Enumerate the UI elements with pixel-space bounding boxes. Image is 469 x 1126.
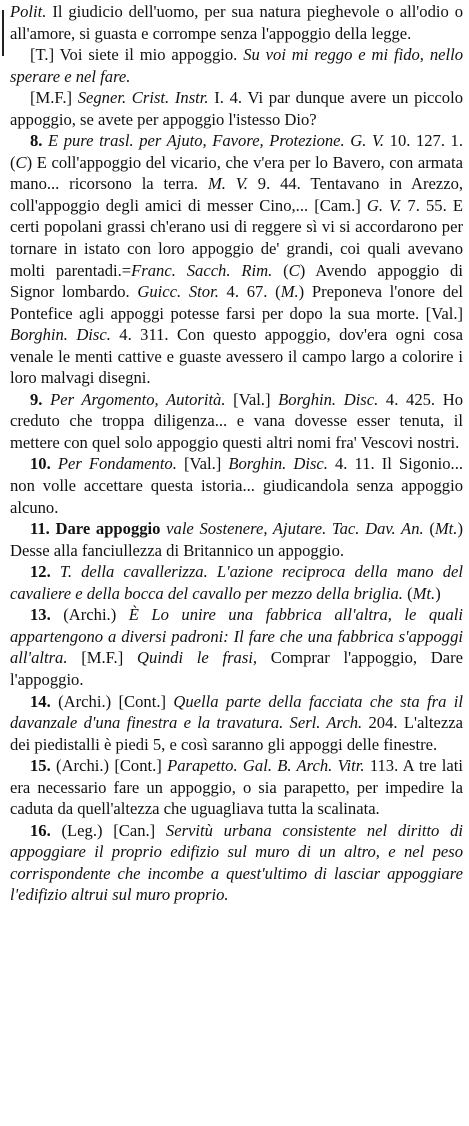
italic-text: Borghin. Disc. — [228, 454, 328, 474]
italic-text: Mt. — [434, 519, 458, 539]
sense-number: 14. — [30, 691, 51, 711]
italic-text: È Lo unire una fabbrica all'altra, le quali appartengono a diversi padroni: Il fare che una fabbrica s'appoggi all'altra. — [10, 605, 463, 668]
italic-text: Quindi le frasi, — [136, 648, 258, 668]
italic-text: E pure trasl. per Ajuto, Favore, Protezione. G. V. — [48, 131, 385, 151]
entry-paragraph — [10, 1, 463, 44]
sense-number: 15. — [30, 756, 51, 776]
text-run: ) Preponeva l'onore del Pontefice agli appoggi potesse farsi per dopo la sua morte. [Val.] — [10, 282, 463, 323]
text-run: (Archi.) [Cont.] — [50, 756, 168, 776]
text-run: [Val.] — [225, 389, 279, 409]
text-run: 7. 55. E certi popolani grassi ch'erano usi di reggere sì vi si accordarono per tornare in istato con loro appoggio de' grandi, coi quali avevano molti parentadi.= — [10, 195, 463, 280]
entry-paragraph — [10, 389, 463, 454]
text-run: (Archi.) [Cont.] — [50, 691, 174, 711]
text-run: [M.F.] — [67, 648, 137, 668]
text-run: 9. 44. Tentavano in Arezzo, coll'appoggio degli amici di messer Cino,... [Cam.] — [10, 174, 464, 215]
text-run: (Leg.) [Can.] — [50, 820, 166, 840]
text-run: ( — [272, 260, 289, 280]
sense-number: 13. — [30, 605, 51, 625]
text-run — [51, 454, 58, 473]
italic-text: Per Argomento, Autorità. — [50, 389, 226, 409]
italic-text: C — [288, 260, 300, 280]
italic-text: Servitù urbana consistente nel diritto di appoggiare il proprio edifizio sul muro di un altro, e nel peso corrispondente che incombe a quest'ultimo di lasciar appoggiare l'edifizio altrui sul muro proprio. — [10, 820, 464, 905]
italic-text: vale Sostenere, Ajutare. Tac. Dav. An. — [166, 519, 424, 539]
text-run: ( — [423, 519, 435, 539]
entry-text — [10, 1, 463, 906]
text-run: ) Avendo appoggio di Signor lombardo. — [10, 260, 463, 302]
italic-text: Borghin. Disc. — [10, 325, 111, 345]
sense-number: 12. — [30, 562, 51, 582]
text-run: 10. 127. 1. ( — [10, 131, 464, 172]
text-run: 4. 67. ( — [218, 282, 281, 302]
entry-paragraph — [10, 453, 463, 518]
text-run: (Archi.) — [50, 605, 129, 625]
entry-paragraph — [10, 755, 463, 820]
text-run: [Val.] — [176, 454, 229, 474]
text-run — [51, 562, 60, 581]
sense-number: 11. Dare appoggio — [30, 519, 161, 539]
italic-text: Parapetto. Gal. B. Arch. Vitr. — [167, 756, 365, 776]
italic-text: Per Fondamento. — [57, 454, 177, 474]
italic-text: M. V. — [207, 174, 248, 194]
entry-paragraph — [10, 87, 463, 130]
text-run: ) E coll'appoggio del vicario, che v'era per lo Bavero, con armata mano... ricorsono la terra. — [10, 152, 463, 194]
text-run: 204. L'altezza dei piedistalli è piedi 5, e così saranno gli appoggi delle finestre. — [10, 713, 463, 754]
italic-text: Guicc. Stor. — [137, 282, 219, 302]
text-run: I. 4. Vi par dunque avere un piccolo appoggio, se avete per appoggio l'istesso Dio? — [10, 88, 463, 129]
italic-text: Mt. — [412, 583, 436, 603]
entry-paragraph — [10, 604, 463, 690]
italic-text: G. V. — [366, 195, 402, 215]
entry-paragraph — [10, 561, 463, 604]
sense-number: 10. — [30, 454, 51, 474]
italic-text: C — [15, 152, 27, 172]
sense-number: 16. — [30, 820, 51, 840]
margin-rule — [2, 10, 4, 56]
italic-text: Franc. Sacch. Rim. — [131, 260, 273, 280]
text-run: 4. 311. Con questo appoggio, dov'era ogni cosa venale le menti cattive e guaste avessero il campo largo a colorire i loro malvagi disegni. — [10, 325, 464, 388]
italic-text: T. della cavallerizza. L'azione reciproca della mano del cavaliere e della bocca del cavallo per mezzo della briglia. — [10, 562, 463, 603]
italic-text: Polit. — [10, 2, 47, 21]
text-run: Il giudicio dell'uomo, per sua natura pieghevole o all'odio o all'amore, si guasta e corrompe senza l'appoggio della legge. — [10, 2, 463, 43]
text-run: [M.F.] — [30, 88, 78, 108]
entry-paragraph — [10, 820, 463, 906]
italic-text: Borghin. Disc. — [278, 389, 379, 409]
sense-number: 9. — [30, 389, 43, 409]
text-run: 4. 11. Il Sigonio... non volle accettare questa istoria... giudicandola senza appoggio alcuno. — [10, 454, 463, 517]
text-run: 113. A tre lati era necessario fare un appoggio, o sia parapetto, per impedire la caduta da quell'altezza che uguagliava tutta la scalinata. — [10, 756, 463, 819]
text-run: ) Desse alla fanciullezza di Britannico un appoggio. — [10, 519, 463, 560]
italic-text: Su voi mi reggo e mi fido, nello sperare e nel fare. — [10, 45, 464, 86]
italic-text: M. — [280, 282, 299, 302]
entry-paragraph — [10, 518, 463, 561]
text-run: 4. 425. Ho creduto che troppa diligenza... e vana dovesse esser tenuta, il mettere con quel solo appoggio questi altri nomi fra' Vescovi nostri. — [10, 389, 463, 452]
text-run: ) — [435, 583, 441, 603]
italic-text: Segner. Crist. Instr. — [77, 88, 209, 108]
italic-text: Quella parte della facciata che sta fra il davanzale d'una finestra e la travatura. Serl. Arch. — [10, 691, 463, 733]
entry-paragraph — [10, 44, 463, 87]
text-run: [T.] Voi siete il mio appoggio. — [30, 45, 244, 65]
text-run: Comprar l'appoggio, Dare l'appoggio. — [10, 648, 463, 689]
text-run: ( — [402, 583, 413, 603]
sense-number: 8. — [30, 131, 43, 151]
entry-paragraph — [10, 691, 463, 756]
text-run — [42, 390, 50, 409]
entry-paragraph — [10, 130, 463, 389]
